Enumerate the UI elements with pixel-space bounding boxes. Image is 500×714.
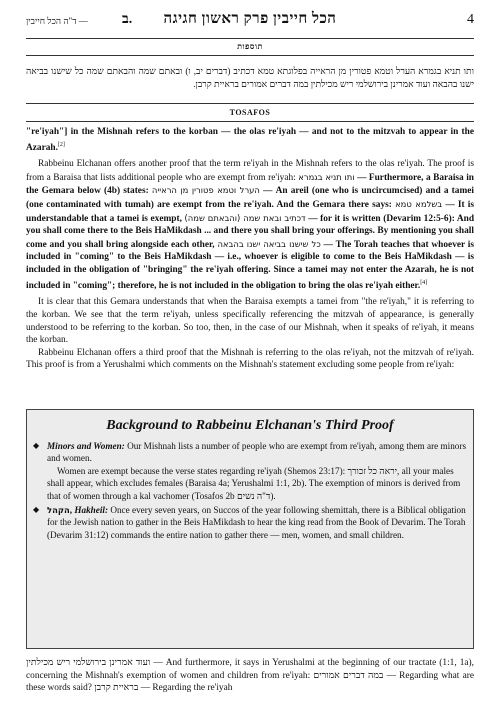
box-item-minors-women-detail: Women are exempt because the verse states regarding re'iyah (Shemos 23:17): יראה כל זכורך, all your males shall appear, which excludes females (Baraisa 4a; Yerushalmi 1:1, 2b). The exemption of minors is derived from that of women through a kal vachomer (Tosafos 2b ד"ה נשים). bbox=[47, 465, 461, 501]
header-rule bbox=[26, 38, 474, 39]
box-item-minors-women: ◆ Minors and Women: Our Mishnah lists a number of people who are exempt from re'iyah, among them are minors and women. bbox=[33, 441, 467, 464]
background-box-title: Background to Rabbeinu Elchanan's Third Proof bbox=[106, 418, 394, 433]
tosafos-label-hebrew: תוספות bbox=[237, 42, 263, 51]
header-left-run: — ד"ה הכל חייבין bbox=[26, 16, 88, 26]
tosafos-bottom-rule bbox=[26, 103, 474, 104]
tosafos-label-english: TOSAFOS bbox=[229, 108, 271, 117]
header-folio: ב. bbox=[122, 12, 133, 27]
background-box bbox=[26, 409, 474, 649]
bullet-icon: ◆ bbox=[33, 441, 40, 450]
footnote-ref-2: [2] bbox=[57, 141, 65, 148]
background-box-frame bbox=[26, 409, 474, 649]
footnote-ref-4: [4] bbox=[420, 279, 428, 286]
bullet-icon: ◆ bbox=[33, 505, 40, 515]
tosafos-top-rule bbox=[26, 55, 474, 56]
paragraph-after-box: ועוד אמרינן בירושלמי ריש מכילתין — And furthermore, it says in Yerushalmi at the beginning of our tractate (1:1, 1a), concerning the Mishnah's exemption of women and children from re'iyah: במה דברים אמורים — Regarding what are these words said? בראיית קרבן — Regarding the re'iyah bbox=[26, 658, 474, 694]
paragraph-2: Rabbeinu Elchanan offers another proof that the term re'iyah in the Mishnah refers to the olas re'iyah. The proof is from a Baraisa that lists additional people who are exempt from re'iyah: ותו תניא בגמרא — Furthermore, a Baraisa in the Gemara below (4b) states: הערל וטמא פטורין מן הראייה — An areil (one who is uncircumcised) and a tamei (one contaminated with tumah) are exempt from the re'iyah. And the Gemara there says: בשלמא טמא — It is understandable that a tamei is exempt, דכתיב ובאת שמה (והבאתם שמה) — for it is written (Devarim 12:5-6): And you shall come there to the Beis HaMikdash ... and there you shall bring your offerings. By mentioning you shall come and you shall bring alongside each other, כל שישנו בביאה ישנו בהבאה — The Torah teaches that whoever is included in "coming" to the Beis HaMikdash — i.e., whoever is eligible to come to the Beis HaMikdash — is included in the obligation of "bringing" the re'iyah offering. Since a tamei may not enter the Azarah, he is not included in "coming"; therefore, he is not included in the obligation to bring the olas re'iyah either.[4] bbox=[26, 159, 475, 291]
paragraph-1: "re'iyah"] in the Mishnah refers to the korban — the olas re'iyah — and not to the mitzvah to appear in the Azarah.[2] bbox=[26, 127, 474, 153]
paragraph-4: Rabbeinu Elchanan offers a third proof that the Mishnah is referring to the olas re'iyah, not the mitzvah of re'iyah. This proof is from a Yerushalmi which comments on the Mishnah's statement excluding some people from re'iyah: bbox=[26, 347, 474, 371]
tosafos-english-rule bbox=[26, 121, 474, 122]
tosafos-hebrew-text: ותו תניא בגמרא הערל וטמא פטורין מן הראייה בפלוגתא טמא דכתיב (דברים יב, ו) ובאתם שמה והבאתם שמה כל שישנו בביאה ישנו בהבאה ועוד אמרינן בירושלמי ריש מכילתין במה דברים אמורים בראיית קרבן. bbox=[26, 66, 474, 89]
box-item-hakheil: ◆ הקהל, Hakheil: Once every seven years, on Succos of the year following shemittah, there is a Biblical obligation for the Jewish nation to gather in the Beis HaMikdash to hear the king read from the Book of Devarim. The Torah (Devarim 31:12) commands the entire nation to gather there — men, women, and small children. bbox=[33, 505, 466, 540]
running-header bbox=[26, 10, 474, 32]
paragraph-3: It is clear that this Gemara understands that when the Baraisa exempts a tamei from "the re'iyah," it is referring to the korban. We see that the term re'iyah, unless specifically referencing the mitzvah of appearance, is generally understood to be referring to the korban. So too, then, in the case of our Mishnah, when it speaks of re'iyah, it means the korban. bbox=[26, 297, 474, 346]
background-box-body bbox=[33, 440, 467, 541]
page-number: 4 bbox=[467, 12, 474, 27]
header-title: הכל חייבין פרק ראשון חגיגה bbox=[163, 11, 337, 27]
main-commentary bbox=[26, 126, 474, 372]
